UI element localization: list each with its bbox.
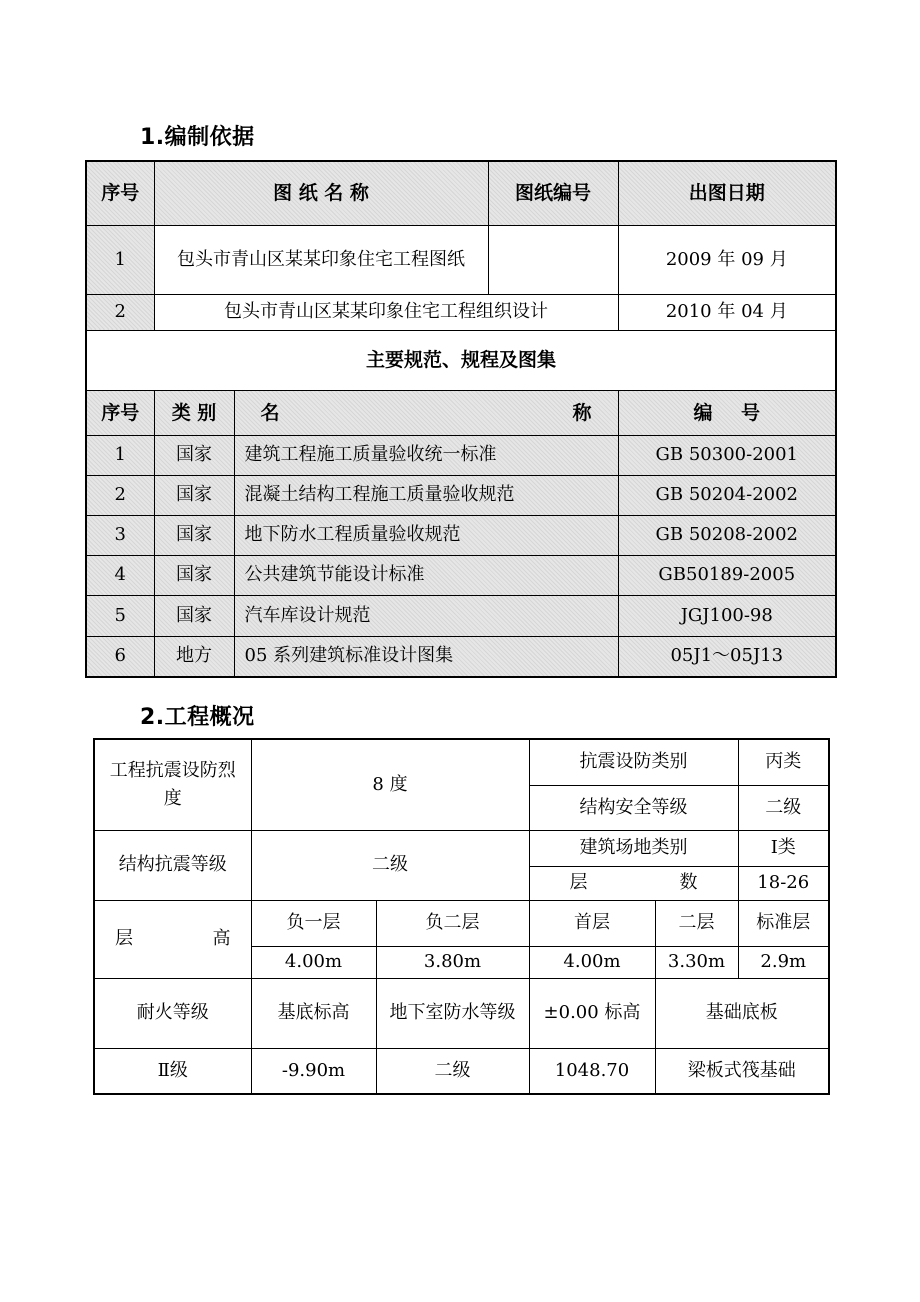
drawing-name: 包头市青山区某某印象住宅工程图纸: [154, 225, 488, 294]
foundation-slab-label: 基础底板: [655, 978, 829, 1048]
standard-type: 地方: [154, 636, 234, 677]
zero-elevation-value: 1048.70: [529, 1048, 655, 1094]
site-category-value: Ⅰ类: [738, 830, 829, 866]
issue-date: 2010 年 04 月: [618, 294, 836, 330]
standard-type: 国家: [154, 435, 234, 475]
standard-name: 地下防水工程质量验收规范: [234, 515, 618, 555]
row-no: 4: [86, 555, 154, 595]
floors-value: 18-26: [738, 866, 829, 900]
row-no: 6: [86, 636, 154, 677]
standard-type: 国家: [154, 595, 234, 636]
site-category-label: 建筑场地类别: [529, 830, 738, 866]
floor-height-label: 层 高: [94, 900, 251, 978]
table-row: [86, 475, 836, 515]
standard-code: GB 50204-2002: [618, 475, 836, 515]
standards-title-row: [86, 330, 836, 390]
standard-code: GB50189-2005: [618, 555, 836, 595]
standards-title: 主要规范、规程及图集: [86, 330, 836, 390]
foundation-slab-value: 梁板式筏基础: [655, 1048, 829, 1094]
drawing-code: [488, 225, 618, 294]
standard-code: GB 50300-2001: [618, 435, 836, 475]
overview-table: [93, 738, 830, 1095]
seismic-grade-value: 二级: [251, 830, 529, 900]
section-1-heading: 1.编制依据: [140, 125, 255, 150]
safety-grade-label: 结构安全等级: [529, 785, 738, 830]
header-issue-date: 出图日期: [618, 161, 836, 225]
base-elevation-value: -9.90m: [251, 1048, 376, 1094]
height-header: 标准层: [738, 900, 829, 946]
seismic-category-label: 抗震设防类别: [529, 739, 738, 785]
standard-code: JGJ100-98: [618, 595, 836, 636]
floors-label: 层 数: [529, 866, 738, 900]
basement-waterproof-value: 二级: [376, 1048, 529, 1094]
basis-table: [85, 160, 837, 678]
seismic-intensity-value: 8 度: [251, 739, 529, 830]
base-elevation-label: 基底标高: [251, 978, 376, 1048]
header-drawing-code: 图纸编号: [488, 161, 618, 225]
section-2-heading: 2.工程概况: [140, 705, 255, 730]
height-value: 4.00m: [529, 946, 655, 978]
table-row: [86, 595, 836, 636]
drawings-header-row: [86, 161, 836, 225]
seismic-grade-label: 结构抗震等级: [94, 830, 251, 900]
fire-rating-value: Ⅱ级: [94, 1048, 251, 1094]
table-row: [86, 294, 836, 330]
drawing-name: 包头市青山区某某印象住宅工程组织设计: [154, 294, 618, 330]
row-no: 2: [86, 475, 154, 515]
seismic-intensity-label: 工程抗震设防烈度: [94, 739, 251, 830]
standard-name: 公共建筑节能设计标准: [234, 555, 618, 595]
height-value: 3.30m: [655, 946, 738, 978]
standard-type: 国家: [154, 555, 234, 595]
height-value: 2.9m: [738, 946, 829, 978]
height-header: 负二层: [376, 900, 529, 946]
standard-type: 国家: [154, 475, 234, 515]
row-no: 1: [86, 435, 154, 475]
table-row: [86, 515, 836, 555]
header-code: 编 号: [618, 390, 836, 435]
row-no: 3: [86, 515, 154, 555]
standard-name: 建筑工程施工质量验收统一标准: [234, 435, 618, 475]
standards-header-row: [86, 390, 836, 435]
zero-elevation-label: ±0.00 标高: [529, 978, 655, 1048]
row-no: 1: [86, 225, 154, 294]
row-no: 2: [86, 294, 154, 330]
header-name: 名 称: [234, 390, 618, 435]
fire-rating-label: 耐火等级: [94, 978, 251, 1048]
safety-grade-value: 二级: [738, 785, 829, 830]
header-drawing-name: 图 纸 名 称: [154, 161, 488, 225]
header-type: 类 别: [154, 390, 234, 435]
table-row: [86, 435, 836, 475]
height-header: 负一层: [251, 900, 376, 946]
standard-code: 05J1～05J13: [618, 636, 836, 677]
basement-waterproof-label: 地下室防水等级: [376, 978, 529, 1048]
standard-code: GB 50208-2002: [618, 515, 836, 555]
standard-name: 汽车库设计规范: [234, 595, 618, 636]
standard-name: 05 系列建筑标准设计图集: [234, 636, 618, 677]
header-no: 序号: [86, 390, 154, 435]
seismic-category-value: 丙类: [738, 739, 829, 785]
standard-name: 混凝土结构工程施工质量验收规范: [234, 475, 618, 515]
height-header: 首层: [529, 900, 655, 946]
height-value: 3.80m: [376, 946, 529, 978]
issue-date: 2009 年 09 月: [618, 225, 836, 294]
header-no: 序号: [86, 161, 154, 225]
height-value: 4.00m: [251, 946, 376, 978]
height-header: 二层: [655, 900, 738, 946]
table-row: [86, 636, 836, 677]
row-no: 5: [86, 595, 154, 636]
table-row: [86, 225, 836, 294]
standard-type: 国家: [154, 515, 234, 555]
table-row: [86, 555, 836, 595]
